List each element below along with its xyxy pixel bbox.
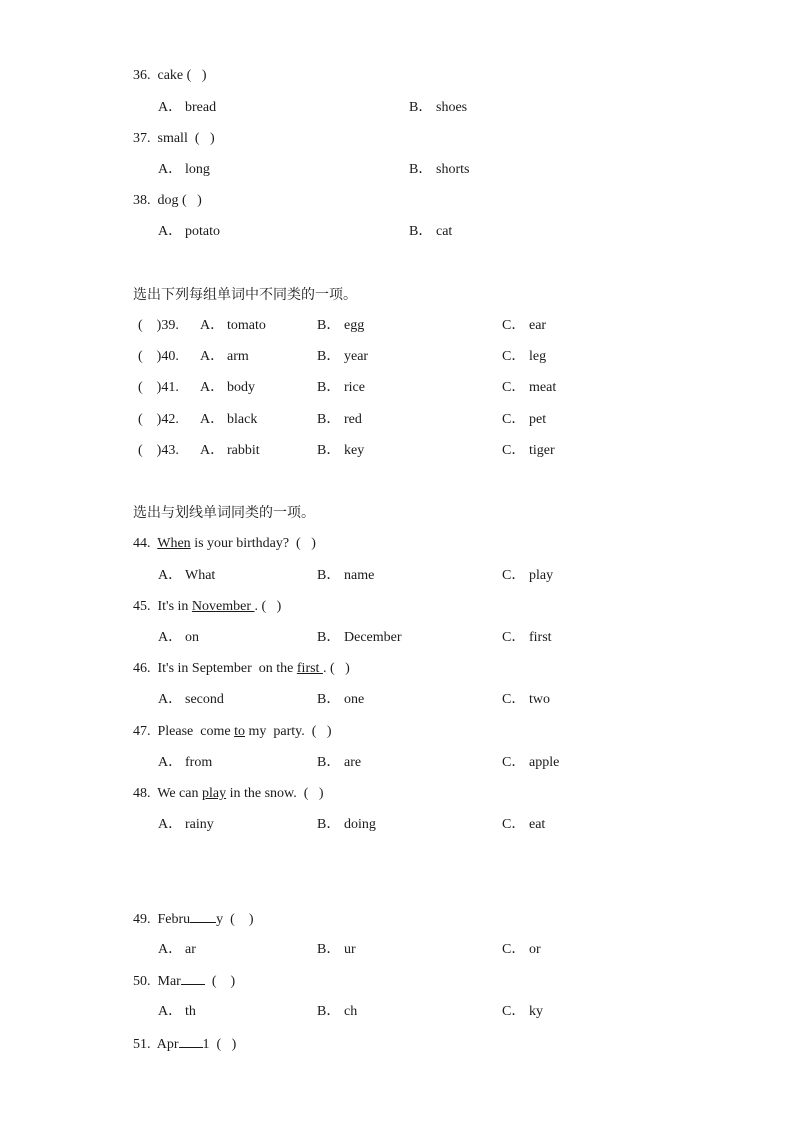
option-41-c[interactable]: C． meat (502, 380, 557, 395)
option-43-c[interactable]: C． tiger (502, 443, 555, 458)
option-46-c[interactable]: C． two (502, 692, 550, 707)
option-45-c[interactable]: C． first (502, 630, 552, 645)
question-43: ( )43. (138, 443, 179, 458)
option-41-a[interactable]: A． body (200, 380, 255, 395)
option-38-a[interactable]: A． potato (158, 224, 220, 239)
option-45-b[interactable]: B． December (317, 630, 402, 645)
option-47-c[interactable]: C． apple (502, 755, 560, 770)
option-38-b[interactable]: B． cat (409, 224, 453, 239)
option-48-b[interactable]: B． doing (317, 817, 376, 832)
underlined-word: play (201, 786, 227, 801)
option-42-c[interactable]: C． pet (502, 412, 547, 427)
option-42-a[interactable]: A． black (200, 412, 258, 427)
option-50-a[interactable]: A． th (158, 1004, 196, 1019)
fill-blank[interactable] (190, 910, 216, 923)
option-37-b[interactable]: B． shorts (409, 162, 470, 177)
answer-blank-43[interactable]: ( ) (138, 443, 162, 458)
option-37-a[interactable]: A． long (158, 162, 210, 177)
question-46: 46. It's in September on the first . ( ) (133, 661, 350, 676)
fill-blank[interactable] (179, 1035, 203, 1048)
option-48-a[interactable]: A． rainy (158, 817, 214, 832)
option-40-c[interactable]: C． leg (502, 349, 547, 364)
option-43-b[interactable]: B． key (317, 443, 365, 458)
option-47-b[interactable]: B． are (317, 755, 362, 770)
option-49-b[interactable]: B． ur (317, 942, 356, 957)
question-45: 45. It's in November . ( ) (133, 599, 282, 614)
section-heading-same-category: 选出与划线单词同类的一项。 (133, 505, 315, 521)
option-41-b[interactable]: B． rice (317, 380, 365, 395)
answer-blank-41[interactable]: ( ) (138, 380, 162, 395)
option-47-a[interactable]: A． from (158, 755, 213, 770)
option-45-a[interactable]: A． on (158, 630, 199, 645)
option-44-a[interactable]: A． What (158, 568, 216, 583)
option-44-b[interactable]: B． name (317, 568, 375, 583)
option-40-b[interactable]: B． year (317, 349, 369, 364)
option-46-b[interactable]: B． one (317, 692, 365, 707)
option-39-b[interactable]: B． egg (317, 318, 365, 333)
option-36-b[interactable]: B． shoes (409, 100, 468, 115)
option-39-c[interactable]: C． ear (502, 318, 547, 333)
question-40: ( )40. (138, 349, 179, 364)
option-50-b[interactable]: B． ch (317, 1004, 358, 1019)
question-36: 36. cake ( ) (133, 68, 207, 83)
question-39: ( )39. (138, 318, 179, 333)
question-48: 48. We can play in the snow. ( ) (133, 786, 324, 801)
question-37: 37. small ( ) (133, 131, 215, 146)
answer-blank-42[interactable]: ( ) (138, 412, 162, 427)
underlined-word: first (296, 661, 323, 676)
fill-blank[interactable] (181, 972, 205, 985)
answer-blank-40[interactable]: ( ) (138, 349, 162, 364)
option-42-b[interactable]: B． red (317, 412, 362, 427)
question-49: 49. Febru y ( ) (133, 912, 254, 927)
option-48-c[interactable]: C． eat (502, 817, 546, 832)
option-43-a[interactable]: A． rabbit (200, 443, 260, 458)
option-49-c[interactable]: C． or (502, 942, 541, 957)
underlined-word: to (234, 724, 245, 739)
question-47: 47. Please come to my party. ( ) (133, 724, 332, 739)
option-40-a[interactable]: A． arm (200, 349, 249, 364)
underlined-word: When (157, 536, 191, 551)
option-50-c[interactable]: C． ky (502, 1004, 543, 1019)
option-39-a[interactable]: A． tomato (200, 318, 266, 333)
option-46-a[interactable]: A． second (158, 692, 224, 707)
underlined-word: November (191, 599, 255, 614)
question-41: ( )41. (138, 380, 179, 395)
option-49-a[interactable]: A． ar (158, 942, 196, 957)
question-38: 38. dog ( ) (133, 193, 202, 208)
question-42: ( )42. (138, 412, 179, 427)
question-50: 50. Mar ( ) (133, 974, 236, 989)
option-44-c[interactable]: C． play (502, 568, 554, 583)
question-51: 51. Apr 1 ( ) (133, 1037, 237, 1052)
option-36-a[interactable]: A． bread (158, 100, 217, 115)
question-44: 44. When is your birthday? ( ) (133, 536, 316, 551)
answer-blank-39[interactable]: ( ) (138, 318, 162, 333)
section-heading-odd-one-out: 选出下列每组单词中不同类的一项。 (133, 287, 357, 303)
